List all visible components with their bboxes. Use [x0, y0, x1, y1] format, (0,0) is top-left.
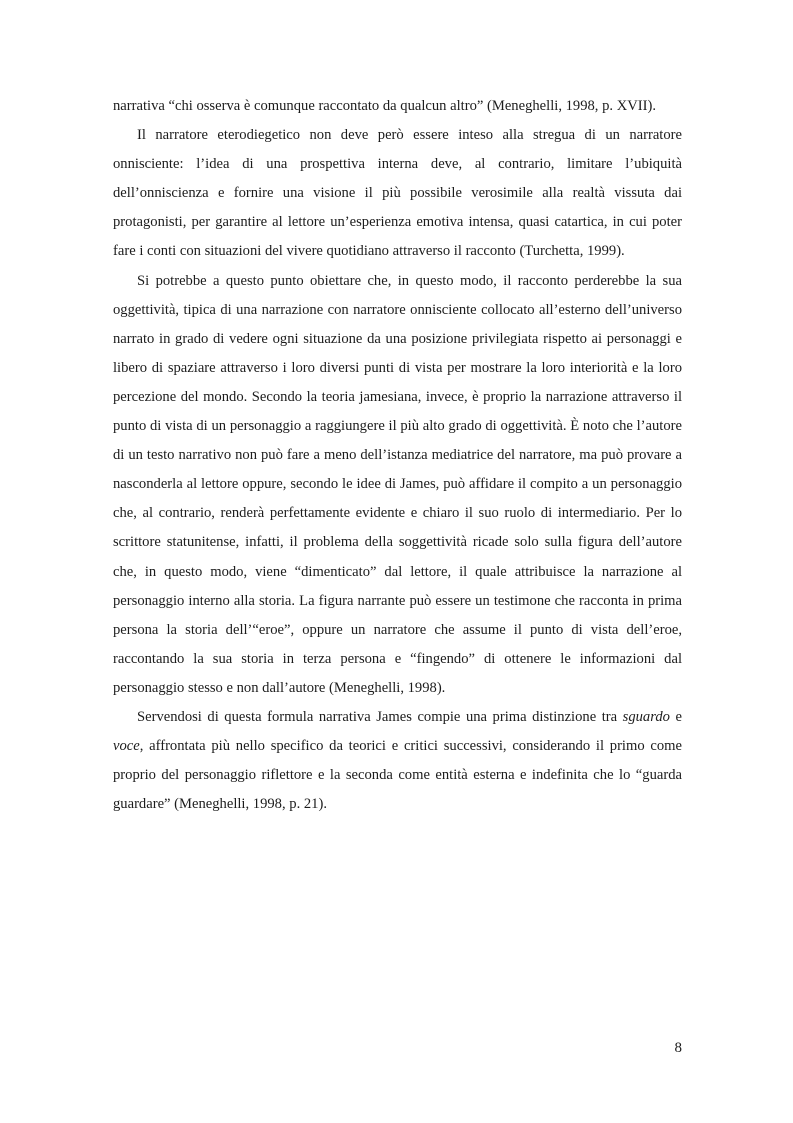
italic-term: sguardo: [622, 708, 670, 725]
text-run: e: [669, 708, 682, 725]
italic-term: voce: [113, 738, 140, 755]
text-run: , affrontata più nello specifico da teorici e critici successivi, considerando il primo come proprio del personaggio riflettore e la seconda come entità esterna e indefinita che lo “guarda guardare” (Meneghelli, 1998, p. 21).: [113, 738, 682, 813]
text-run: Servendosi di questa formula narrativa James compie una prima distinzione tra: [137, 708, 623, 725]
text-run: narrativa “chi osserva è comunque raccontato da qualcun altro” (Meneghelli, 1998, p. XVII).: [113, 98, 656, 114]
paragraph: [113, 121, 682, 266]
text-run: Si potrebbe a questo punto obiettare che, in questo modo, il racconto perderebbe la sua oggettività, tipica di una narrazione con narratore onnisciente collocato all’esterno dell’universo narrato in grado di vedere ogni situazione da una posizione privilegiata rispetto ai personaggi e libero di spaziare attraverso i loro diversi punti di vista per mostrare la loro interiorità e la loro percezione del mondo. Secondo la teoria jamesiana, invece, è proprio la narrazione attraverso il punto di vista di un personaggio a raggiungere il più alto grado di oggettività. È noto che l’autore di un testo narrativo non può fare a meno dell’istanza mediatrice del narratore, ma può provare a nasconderla al lettore oppure, secondo le idee di James, può affidare il compito a un personaggio che, al contrario, renderà perfettamente evidente e chiaro il suo ruolo di intermediario. Per lo scrittore statunitense, infatti, il problema della soggettività ricade solo sulla figura dell’autore che, in questo modo, viene “dimenticato” dal lettore, il quale attribuisce la narrazione al personaggio interno alla storia. La figura narrante può essere un testimone che racconta in prima persona la storia dell’“eroe”, oppure un narratore che assume il punto di vista dell’eroe, raccontando la sua storia in terza persona e “fingendo” di ottenere le informazioni dal personaggio stesso e non dall’autore (Meneghelli, 1998).: [113, 272, 682, 696]
paragraph: [113, 267, 682, 703]
paragraph: [113, 703, 682, 819]
page-number: 8: [674, 1040, 682, 1056]
body-text: [113, 92, 682, 819]
text-run: Il narratore eterodiegetico non deve però essere inteso alla stregua di un narratore onnisciente: l’idea di una prospettiva interna deve, al contrario, limitare l’ubiquità dell’onniscienza e fornire una visione il più possibile verosimile alla realtà vissuta dai protagonisti, per garantire al lettore un’esperienza emotiva intensa, quasi catartica, in cui poter fare i conti con situazioni del vivere quotidiano attraverso il racconto (Turchetta, 1999).: [113, 127, 682, 260]
paragraph: [113, 92, 682, 121]
